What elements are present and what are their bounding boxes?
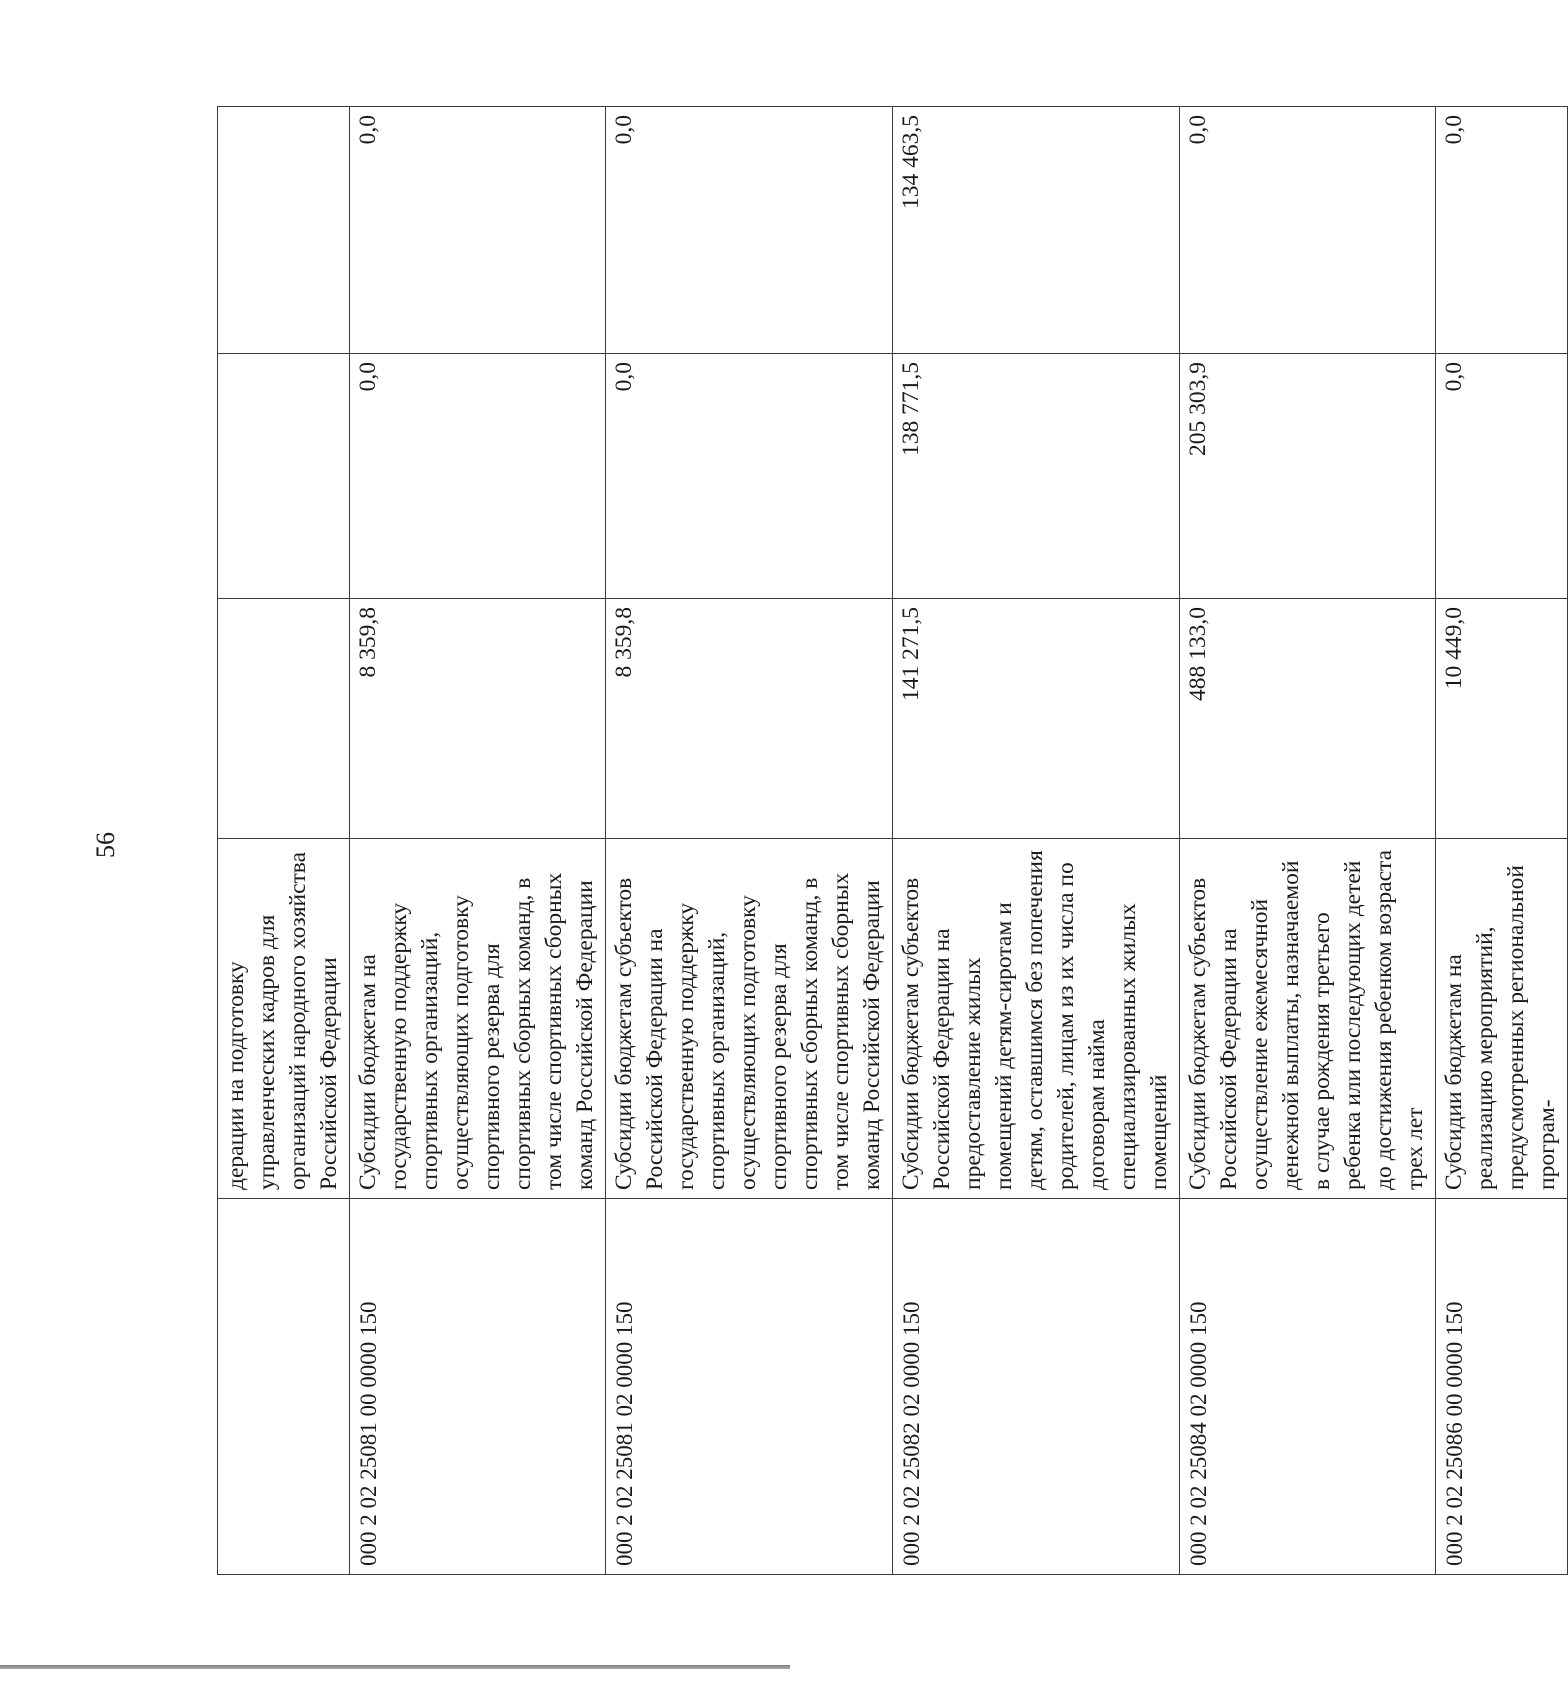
page-number: 56 xyxy=(91,832,120,858)
value-cell-1: 8 359,8 xyxy=(606,599,893,839)
description-cell: Субсидии бюджетам на государственную поддержку спортивных организаций, осуществляющих подготовку спортивного резерва для спортивных сборных команд, в том числе спортивных сборных команд Российской Федерации xyxy=(350,839,606,1199)
value-cell-3: 0,0 xyxy=(350,107,606,354)
budget-code-cell: 000 2 02 25081 02 0000 150 xyxy=(606,1199,893,1575)
value-cell-3: 0,0 xyxy=(1436,107,1568,354)
description-cell: Субсидии бюджетам на реализацию мероприятий, предусмотренных региональной програм- xyxy=(1436,839,1568,1199)
table-row xyxy=(893,107,1180,1575)
value-cell-3: 0,0 xyxy=(1180,107,1436,354)
table-row xyxy=(1436,107,1568,1575)
table-row xyxy=(1180,107,1436,1575)
value-cell-3 xyxy=(218,107,350,354)
value-cell-1: 8 359,8 xyxy=(350,599,606,839)
scan-edge-line xyxy=(0,1665,790,1669)
budget-code-cell: 000 2 02 25081 00 0000 150 xyxy=(350,1199,606,1575)
value-cell-1: 10 449,0 xyxy=(1436,599,1568,839)
value-cell-2: 0,0 xyxy=(350,354,606,599)
value-cell-1 xyxy=(218,599,350,839)
value-cell-3: 0,0 xyxy=(606,107,893,354)
table-row xyxy=(218,107,350,1575)
budget-code-cell: 000 2 02 25082 02 0000 150 xyxy=(893,1199,1180,1575)
budget-table xyxy=(217,106,1568,1575)
description-cell: Субсидии бюджетам субъектов Российской Федерации на осуществление ежемесячной денежной выплаты, назначаемой в случае рождения третьего ребенка или последующих детей до достижения ребенком возраста трех лет xyxy=(1180,839,1436,1199)
description-cell: Субсидии бюджетам субъектов Российской Федерации на государственную поддержку спортивных организаций, осуществляющих подготовку спортивного резерва для спортивных сборных команд, в том числе спортивных сборных команд Российской Федерации xyxy=(606,839,893,1199)
budget-table-rotated xyxy=(217,107,1560,1575)
description-cell: дерации на подготовку управленческих кадров для организаций народного хозяйства Российской Федерации xyxy=(218,839,350,1199)
value-cell-2 xyxy=(218,354,350,599)
value-cell-1: 488 133,0 xyxy=(1180,599,1436,839)
table-row xyxy=(606,107,893,1575)
budget-code-cell: 000 2 02 25084 02 0000 150 xyxy=(1180,1199,1436,1575)
table-row xyxy=(350,107,606,1575)
value-cell-1: 141 271,5 xyxy=(893,599,1180,839)
value-cell-3: 134 463,5 xyxy=(893,107,1180,354)
value-cell-2: 138 771,5 xyxy=(893,354,1180,599)
description-cell: Субсидии бюджетам субъектов Российской Федерации на предоставление жилых помещений детям-сиротам и детям, оставшимся без попечения родителей, лицам из их числа по договорам найма специализированных жилых помещений xyxy=(893,839,1180,1199)
value-cell-2: 205 303,9 xyxy=(1180,354,1436,599)
value-cell-2: 0,0 xyxy=(1436,354,1568,599)
value-cell-2: 0,0 xyxy=(606,354,893,599)
budget-code-cell xyxy=(218,1199,350,1575)
budget-code-cell: 000 2 02 25086 00 0000 150 xyxy=(1436,1199,1568,1575)
